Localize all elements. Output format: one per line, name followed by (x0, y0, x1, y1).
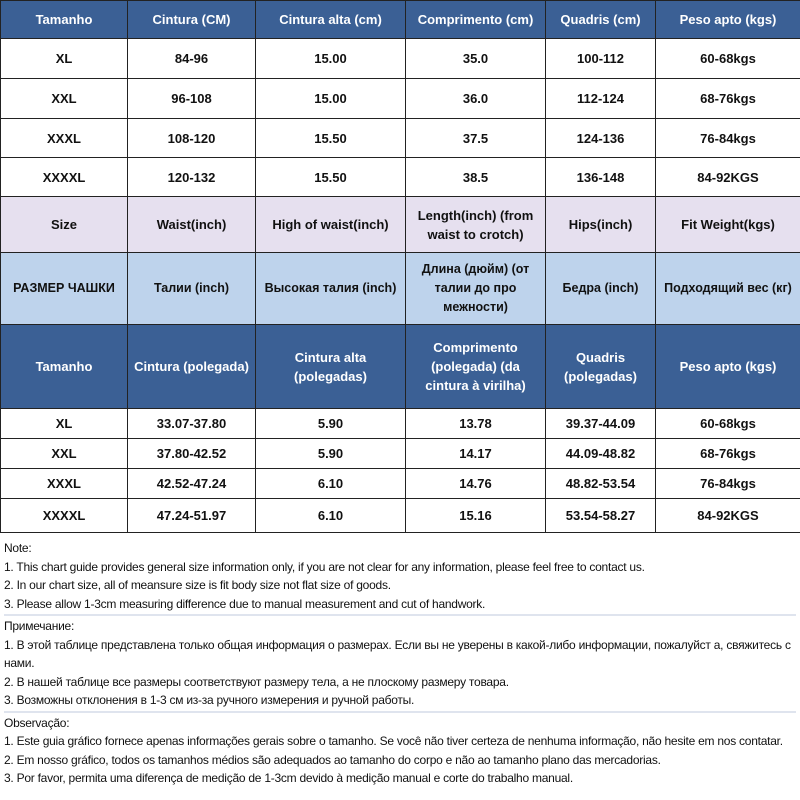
table-row (1, 409, 800, 439)
note-item: 1. В этой таблице представлена только общая информация о размерах. Если вы не уверены в какой-либо информации, пожалуйст а, свяжитесь с нами. (4, 637, 791, 670)
table-cell: XL (1, 39, 128, 79)
table-cell: Cintura (CM) (128, 1, 256, 39)
table-cell: 15.00 (256, 39, 406, 79)
note-title: Примечание: (4, 619, 75, 633)
notes-section (0, 533, 800, 789)
note-item: 1. Este guia gráfico fornece apenas informações gerais sobre o tamanho. Se você não tiver certeza de nenhuma informação, não hesite em nos contatar. (4, 734, 783, 748)
note-item: 3. Por favor, permita uma diferença de medição de 1-3cm devido à medição manual e corte do trabalho manual. (4, 771, 573, 785)
table-cell: 14.76 (406, 469, 546, 499)
table-cell: 68-76kgs (656, 79, 800, 119)
table-cell: Tamanho (1, 325, 128, 409)
table-cell: Талии (inch) (128, 253, 256, 325)
note-title: Note: (4, 541, 32, 555)
table-cell: 37.80-42.52 (128, 439, 256, 469)
table-cell: Cintura alta (polegadas) (256, 325, 406, 409)
table-cell: 84-96 (128, 39, 256, 79)
table-cell: Comprimento (polegada) (da cintura à virilha) (406, 325, 546, 409)
table-cell: 14.17 (406, 439, 546, 469)
table-row (1, 119, 800, 158)
header-row-inch (1, 325, 800, 409)
table-cell: 84-92KGS (656, 158, 800, 197)
table-row (1, 39, 800, 79)
note-block (4, 617, 796, 713)
table-cell: 39.37-44.09 (546, 409, 656, 439)
table-cell: XXXL (1, 469, 128, 499)
table-cell: 96-108 (128, 79, 256, 119)
table-cell: Peso apto (kgs) (656, 325, 800, 409)
table-row (1, 499, 800, 533)
note-item: 3. Возможны отклонения в 1-3 см из-за ручного измерения и ручной работы. (4, 693, 415, 707)
note-title: Observação: (4, 715, 70, 730)
table-cell: 120-132 (128, 158, 256, 197)
table-cell: 42.52-47.24 (128, 469, 256, 499)
table-cell: 60-68kgs (656, 409, 800, 439)
table-cell: XXL (1, 439, 128, 469)
table-cell: 37.5 (406, 119, 546, 158)
header-row-english (1, 197, 800, 253)
table-cell: XXXL (1, 119, 128, 158)
table-cell: XXL (1, 79, 128, 119)
table-cell: XXXXL (1, 158, 128, 197)
table-cell: 44.09-48.82 (546, 439, 656, 469)
table-cell: Длина (дюйм) (от талии до про межности) (406, 253, 546, 325)
table-cell: 13.78 (406, 409, 546, 439)
table-cell: Quadris (cm) (546, 1, 656, 39)
table-cell: Size (1, 197, 128, 253)
table-cell: 35.0 (406, 39, 546, 79)
table-cell: 47.24-51.97 (128, 499, 256, 533)
table-cell: 6.10 (256, 469, 406, 499)
table-cell: Cintura (polegada) (128, 325, 256, 409)
note-item: 3. Please allow 1-3cm measuring difference due to manual measurement and cut of handwork. (4, 596, 486, 611)
note-item: 2. Em nosso gráfico, todos os tamanhos médios são adequados ao tamanho do corpo e não ao tamanho plano das mercadorias. (4, 752, 661, 767)
table-cell: Quadris (polegadas) (546, 325, 656, 409)
note-block (4, 539, 796, 616)
table-cell: 76-84kgs (656, 119, 800, 158)
table-cell: 84-92KGS (656, 499, 800, 533)
table-cell: 15.50 (256, 119, 406, 158)
note-item: 2. In our chart size, all of meansure size is fit body size not flat size of goods. (4, 578, 391, 592)
table-cell: 60-68kgs (656, 39, 800, 79)
table-cell: 53.54-58.27 (546, 499, 656, 533)
table-cell: 76-84kgs (656, 469, 800, 499)
table-row (1, 439, 800, 469)
table-cell: Cintura alta (cm) (256, 1, 406, 39)
table-cell: Высокая талия (inch) (256, 253, 406, 325)
note-block (4, 714, 796, 789)
table-row (1, 469, 800, 499)
note-item: 2. В нашей таблице все размеры соответствуют размеру тела, а не плоскому размеру товара. (4, 674, 509, 689)
table-cell: 6.10 (256, 499, 406, 533)
table-cell: 15.00 (256, 79, 406, 119)
table-cell: Peso apto (kgs) (656, 1, 800, 39)
table-cell: 38.5 (406, 158, 546, 197)
table-cell: 15.16 (406, 499, 546, 533)
table-cell: Length(inch) (from waist to crotch) (406, 197, 546, 253)
table-cell: Подходящий вес (кг) (656, 253, 800, 325)
table-cell: Waist(inch) (128, 197, 256, 253)
header-row-russian (1, 253, 800, 325)
table-cell: 15.50 (256, 158, 406, 197)
table-cell: XXXXL (1, 499, 128, 533)
header-row-cm (1, 1, 800, 39)
table-cell: High of waist(inch) (256, 197, 406, 253)
table-cell: 33.07-37.80 (128, 409, 256, 439)
table-cell: Бедра (inch) (546, 253, 656, 325)
table-cell: 100-112 (546, 39, 656, 79)
table-cell: 48.82-53.54 (546, 469, 656, 499)
table-cell: 36.0 (406, 79, 546, 119)
table-cell: 108-120 (128, 119, 256, 158)
table-cell: Comprimento (cm) (406, 1, 546, 39)
table-cell: 68-76kgs (656, 439, 800, 469)
table-cell: 5.90 (256, 409, 406, 439)
table-cell: 112-124 (546, 79, 656, 119)
table-cell: XL (1, 409, 128, 439)
table-cell: 124-136 (546, 119, 656, 158)
table-cell: РАЗМЕР ЧАШКИ (1, 253, 128, 325)
table-cell: Tamanho (1, 1, 128, 39)
table-cell: 136-148 (546, 158, 656, 197)
table-cell: Hips(inch) (546, 197, 656, 253)
table-row (1, 79, 800, 119)
table-row (1, 158, 800, 197)
table-cell: 5.90 (256, 439, 406, 469)
note-item: 1. This chart guide provides general size information only, if you are not clear for any information, please feel free to contact us. (4, 559, 645, 574)
table-cell: Fit Weight(kgs) (656, 197, 800, 253)
